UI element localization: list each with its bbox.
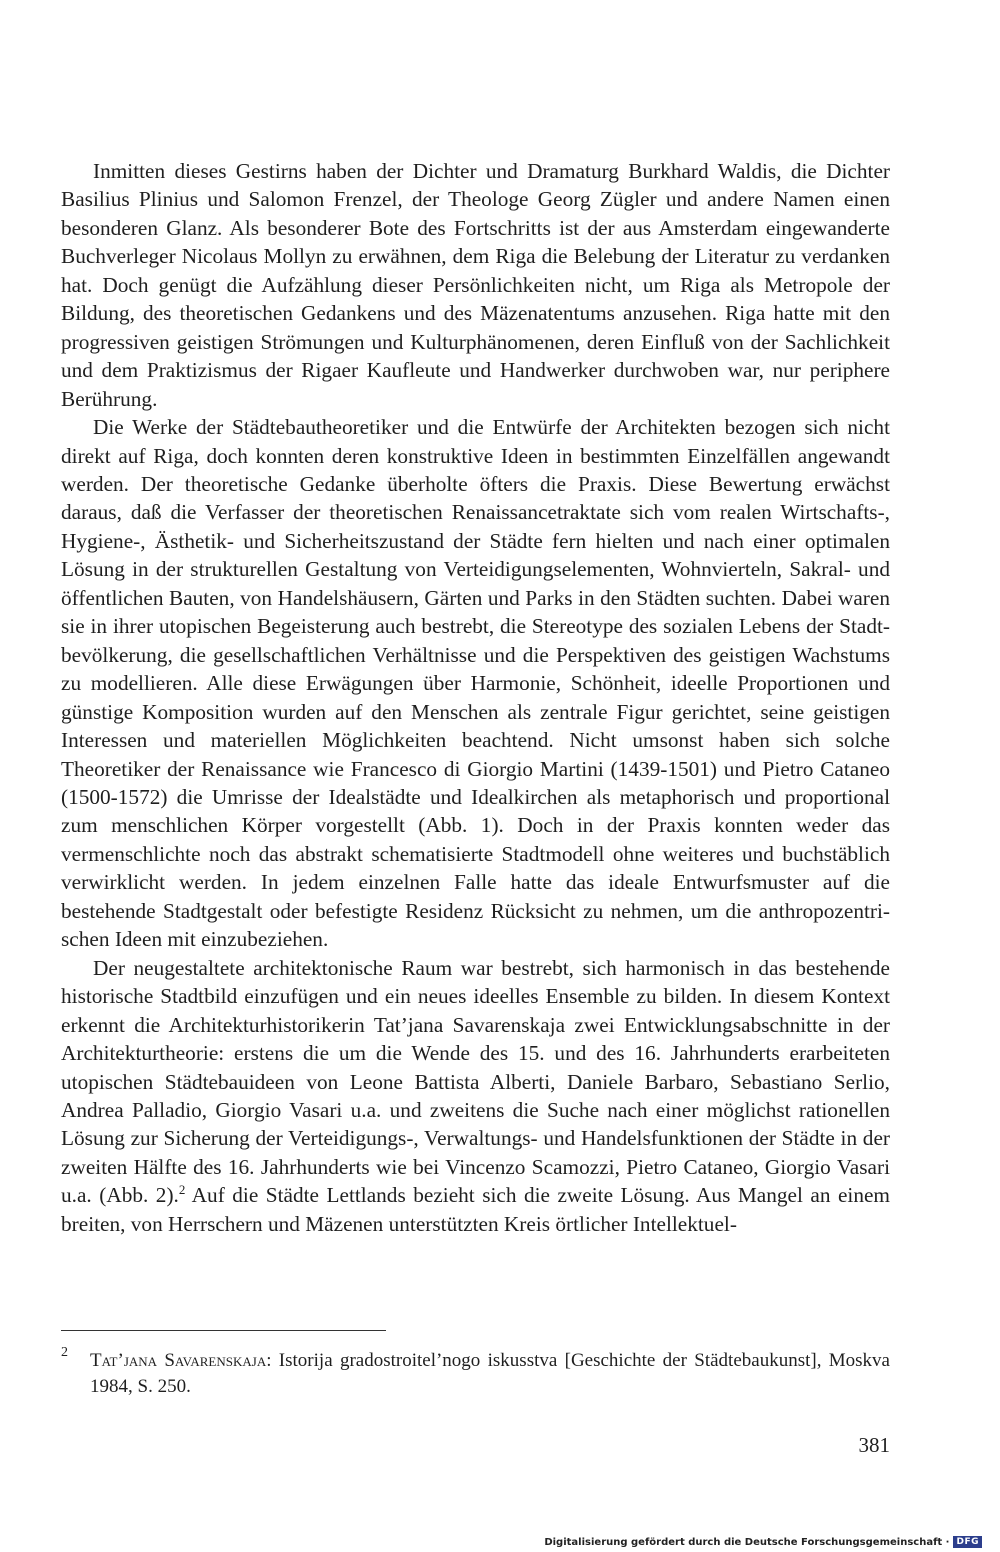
- page-number: 381: [858, 1433, 890, 1457]
- digitization-banner: [544, 1535, 982, 1549]
- banner-text: Digitalisierung gefördert durch die Deutsche Forschungsgemeinschaft ·: [544, 1536, 950, 1548]
- footnote-author: Tat’jana Savarenskaja: [90, 1350, 267, 1371]
- paragraph-1: Inmitten dieses Gestirns haben der Dichter und Dramaturg Burkhard Waldis, die Dichter Basilius Plinius und Salomon Frenzel, der Theologe Georg Zügler und andere Namen einen besonderen Glanz. Als besonderer Bote des Fortschritts ist der aus Amsterdam eingewanderte Buchverleger Nicolaus Mollyn zu erwähnen, dem Riga die Belebung der Literatur zu verdanken hat. Doch genügt die Aufzählung dieser Persönlichkeiten nicht, um Riga als Metropole der Bildung, des theoretischen Gedankens und des Mäzenatentums anzusehen. Riga hatte mit den progressiven geistigen Strömungen und Kulturphänomenen, deren Einfluß von der Sachlichkeit und dem Praktizismus der Rigaer Kaufleute und Handwerker durchwoben war, nur periphere Berührung.: [61, 159, 890, 411]
- footnote-reference[interactable]: 2: [178, 1182, 186, 1198]
- paragraph-3: [61, 954, 890, 1239]
- paragraph-3-part-1: Der neugestaltete architektonische Raum war bestrebt, sich harmonisch in das bestehende historische Stadtbild einzufügen und ein neues ideelles Ensemble zu bilden. In diesem Kontext erkennt die Architekturhistorikerin Tat’jana Savarenskaja zwei Entwicklungsabschnitte in der Architekturtheorie: erstens die um die Wende des 15. und des 16. Jahrhunderts erarbeiteten utopischen Städtebauideen von Leone Battista Alberti, Daniele Barbaro, Sebastiano Serlio, Andrea Palladio, Giorgio Vasari u.a. und zweitens die Suche nach einer möglichst rationellen Lösung zur Sicherung der Verteidigungs-, Verwaltungs- und Handelsfunktionen der Städte in der zweiten Hälfte des 16. Jahrhunderts wie bei Vincenzo Scamozzi, Pietro Cataneo, Giorgio Vasari u.a. (Abb. 2).: [61, 955, 890, 1208]
- paragraph-3-part-2: Auf die Städte Lettlands bezieht sich die zweite Lösung. Aus Mangel an einem breiten, von Herrschern und Mäzenen unterstützten Kreis örtlicher Intellektuel-: [61, 1183, 890, 1236]
- body-text: [61, 157, 890, 1238]
- footnote-number: 2: [61, 1345, 68, 1360]
- footnote: [61, 1340, 890, 1400]
- dfg-logo-icon: DFG: [953, 1536, 982, 1548]
- paragraph-2: Die Werke der Städtebautheoretiker und die Entwürfe der Architekten bezogen sich nicht direkt auf Riga, doch konnten deren konstruktive Ideen in bestimmten Einzelfällen angewandt werden. Der theoretische Gedanke überholte öfters die Praxis. Diese Bewertung erwächst daraus, daß die Verfasser der theoretischen Renaissancetraktate sich vom realen Wirtschafts-, Hygiene-, Ästhetik- und Sicherheitszustand der Städte fern hielten und nach einer optimalen Lösung in der strukturellen Gestaltung von Verteidigungselementen, Wohnvierteln, Sakral- und öffentlichen Bauten, von Handelshäusern, Gärten und Parks in den Städten suchten. Dabei waren sie in ihrer utopischen Begeisterung auch bestrebt, die Stereotype des sozialen Lebens der Stadtbevölkerung, die gesellschaftlichen Verhältnisse und die Perspektiven des geistigen Wachstums zu modellieren. Alle diese Erwägungen über Harmonie, Schönheit, ideelle Proportionen und günstige Komposition wurden auf den Menschen als zentrale Figur gerichtet, seine geistigen Interessen und materiellen Möglichkeiten beachtend. Nicht umsonst haben sich solche Theoretiker der Renaissance wie Francesco di Giorgio Martini (1439-1501) und Pietro Cataneo (1500-1572) die Umrisse der Idealstädte und Idealkirchen als metaphorisch und proportional zum menschlichen Körper vorgestellt (Abb. 1). Doch in der Praxis konnten weder das vermenschlichte noch das abstrakt schematisierte Stadtmodell ohne weiteres und buchstäblich verwirklicht werden. In jedem einzelnen Falle hatte das ideale Entwurfsmuster auf die bestehende Stadtgestalt oder befestigte Residenz Rücksicht zu nehmen, um die anthropozentrischen Ideen mit einzubeziehen.: [61, 415, 890, 952]
- footnote-text: [90, 1340, 890, 1400]
- footnote-divider: [61, 1330, 386, 1331]
- footnote-citation: : Istorija gradostroitel’nogo iskusstva [Geschichte der Städtebaukunst], Moskva 1984, S. 250.: [90, 1350, 890, 1397]
